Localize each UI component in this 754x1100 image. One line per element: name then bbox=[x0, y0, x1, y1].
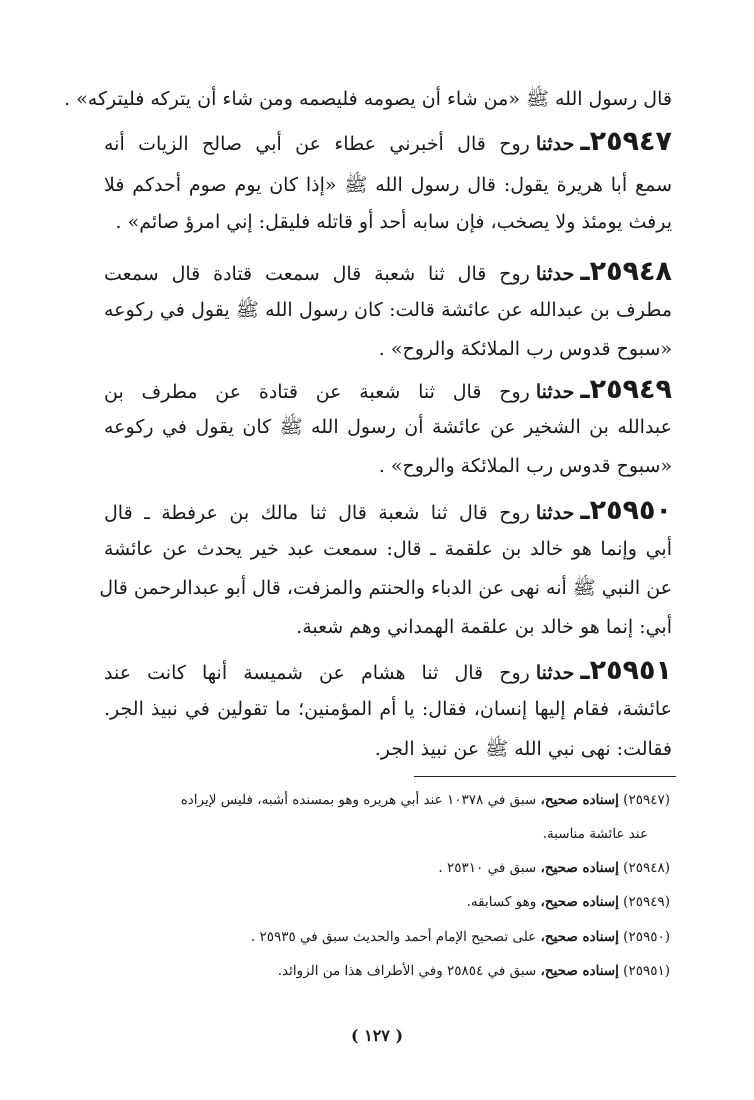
hadith-25949-line-1 bbox=[104, 376, 672, 403]
hadith-25951-line-1 bbox=[104, 657, 672, 684]
footnote-text: سبق في ٢٥٨٥٤ وفي الأطراف هذا من الزوائد. bbox=[277, 963, 537, 979]
hadith-dash: ـ bbox=[580, 655, 590, 686]
footnote-ref: (٢٥٩٥١) bbox=[623, 963, 670, 979]
hadith-dash: ـ bbox=[580, 256, 590, 287]
footnote-ref: (٢٥٩٤٩) bbox=[623, 894, 670, 910]
footnote-ref: (٢٥٩٤٨) bbox=[623, 860, 670, 876]
hadith-number: ٢٥٩٥١ bbox=[589, 655, 672, 686]
hadith-25947-line-1 bbox=[104, 128, 672, 155]
hadith-dash: ـ bbox=[580, 374, 590, 405]
footnote-text: سبق في ٢٥٣١٠ . bbox=[438, 860, 537, 876]
footnote-grade: إسناده صحيح، bbox=[540, 929, 619, 945]
hadith-label: حدثنا bbox=[535, 381, 575, 403]
hadith-25951-line-3: فقالت: نهى نبي الله ﷺ عن نبيذ الجر. bbox=[374, 738, 672, 760]
footnote-grade: إسناده صحيح، bbox=[540, 963, 619, 979]
hadith-text: روح قال أخبرني عطاء عن أبي صالح الزيات أنه bbox=[104, 133, 530, 155]
hadith-label: حدثنا bbox=[535, 502, 575, 524]
footnote-25949 bbox=[104, 896, 670, 910]
footnote-25947-continuation: عند عائشة مناسبة. bbox=[542, 826, 648, 842]
hadith-25949-line-3: «سبوح قدوس رب الملائكة والروح» . bbox=[378, 455, 672, 477]
hadith-25948-line-1 bbox=[104, 258, 672, 285]
hadith-number: ٢٥٩٥٠ bbox=[589, 495, 672, 526]
hadith-25950-line-1 bbox=[104, 497, 672, 524]
hadith-number: ٢٥٩٤٨ bbox=[589, 256, 672, 287]
hadith-25950-line-4: أبي: إنما هو خالد بن علقمة الهمداني وهم شعبة. bbox=[296, 616, 672, 638]
hadith-25950-line-3: عن النبي ﷺ أنه نهى عن الدباء والحنتم والمزفت، قال أبو عبدالرحمن قال bbox=[99, 577, 672, 599]
footnote-25950 bbox=[104, 931, 670, 945]
hadith-dash: ـ bbox=[580, 126, 590, 157]
footnote-25948 bbox=[104, 862, 670, 876]
footnote-separator bbox=[414, 776, 676, 777]
footnote-text: وهو كسابقه. bbox=[466, 894, 537, 910]
page-number: ( ١٢٧ ) bbox=[350, 1026, 404, 1045]
footnote-grade: إسناده صحيح، bbox=[540, 894, 619, 910]
hadith-label: حدثنا bbox=[535, 263, 575, 285]
hadith-25947-line-2: سمع أبا هريرة يقول: قال رسول الله ﷺ «إذا كان يوم صوم أحدكم فلا bbox=[104, 174, 672, 196]
footnote-grade: إسناده صحيح، bbox=[540, 792, 619, 808]
footnote-ref: (٢٥٩٥٠) bbox=[623, 929, 670, 945]
footnote-ref: (٢٥٩٤٧) bbox=[623, 792, 670, 808]
hadith-25949-line-2: عبدالله بن الشخير عن عائشة أن رسول الله ﷺ كان يقول في ركوعه bbox=[104, 416, 672, 438]
hadith-25951-line-2: عائشة، فقام إليها إنسان، فقال: يا أم المؤمنين؛ ما تقولين في نبيذ الجر. bbox=[104, 698, 672, 720]
hadith-label: حدثنا bbox=[535, 133, 575, 155]
hadith-text: روح قال ثنا شعبة قال سمعت قتادة قال سمعت bbox=[104, 263, 530, 285]
footnote-25951 bbox=[104, 965, 670, 979]
hadith-number: ٢٥٩٤٩ bbox=[589, 374, 672, 405]
intro-line: قال رسول الله ﷺ «من شاء أن يصومه فليصمه ومن شاء أن يتركه فليتركه» . bbox=[64, 88, 672, 110]
footnote-25947 bbox=[104, 794, 670, 808]
footnote-text: على تصحيح الإمام أحمد والحديث سبق في ٢٥٩٣٥ . bbox=[250, 929, 537, 945]
hadith-25948-line-3: «سبوح قدوس رب الملائكة والروح» . bbox=[378, 338, 672, 360]
hadith-text: روح قال ثنا شعبة قال ثنا مالك بن عرفطة ـ قال bbox=[104, 502, 530, 524]
footnote-text: سبق في ١٠٣٧٨ عند أبي هريره وهو بمسنده أشبه، فليس لإيراده bbox=[180, 792, 537, 808]
footnote-grade: إسناده صحيح، bbox=[540, 860, 619, 876]
hadith-25948-line-2: مطرف بن عبدالله عن عائشة قالت: كان رسول الله ﷺ يقول في ركوعه bbox=[104, 299, 672, 321]
hadith-number: ٢٥٩٤٧ bbox=[589, 126, 672, 157]
hadith-label: حدثنا bbox=[535, 662, 575, 684]
hadith-25947-line-3: يرفث يومئذ ولا يصخب، فإن سابه أحد أو قاتله فليقل: إني امرؤ صائم» . bbox=[115, 211, 672, 233]
hadith-text: روح قال ثنا هشام عن شميسة أنها كانت عند bbox=[104, 662, 530, 684]
hadith-text: روح قال ثنا شعبة عن قتادة عن مطرف بن bbox=[104, 381, 530, 403]
hadith-25950-line-2: أبي وإنما هو خالد بن علقمة ـ قال: سمعت عبد خير يحدث عن عائشة bbox=[104, 538, 672, 560]
hadith-dash: ـ bbox=[580, 495, 590, 526]
